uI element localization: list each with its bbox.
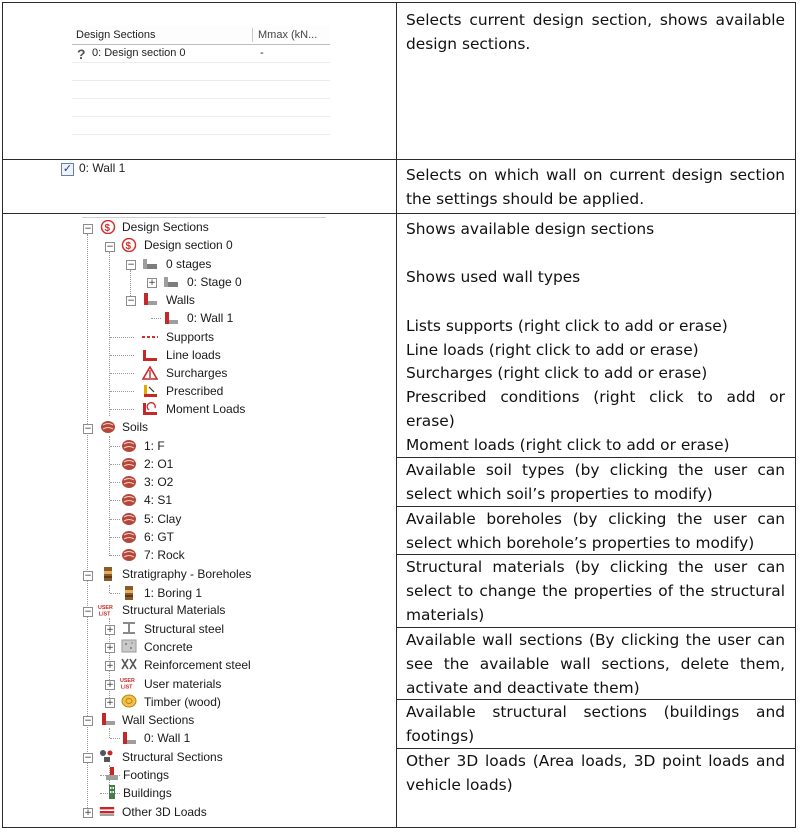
supports-icon	[142, 330, 158, 344]
desc-supports: Lists supports (right click to add or erase)	[406, 317, 728, 335]
grid-header-mmax[interactable]: Mmax (kN...	[258, 29, 318, 41]
desc-line-loads: Line loads (right click to add or erase)	[406, 341, 699, 359]
design-section-icon	[121, 238, 137, 252]
grid-row-empty	[72, 117, 330, 135]
soil-icon	[121, 457, 137, 471]
desc-design-sections: Shows available design sections	[406, 220, 655, 238]
tree-walls[interactable]: Walls	[166, 293, 195, 307]
walls-icon	[142, 292, 158, 306]
expand-toggle[interactable]: −	[106, 242, 114, 252]
tree-stage-0[interactable]: 0: Stage 0	[187, 275, 242, 289]
table-border-top	[2, 2, 796, 3]
tree-soil-item[interactable]: 4: S1	[144, 493, 173, 507]
expand-toggle[interactable]: +	[106, 643, 114, 653]
grid-row-value: -	[260, 47, 264, 59]
table-border-bottom	[2, 827, 796, 828]
concrete-icon	[121, 639, 137, 653]
borehole-icon	[100, 567, 116, 581]
grid-row[interactable]	[72, 45, 330, 63]
tree-footings[interactable]: Footings	[123, 768, 170, 782]
svg-text:LIST: LIST	[120, 684, 133, 690]
expand-toggle[interactable]: +	[148, 278, 156, 288]
tree-stratigraphy[interactable]: Stratigraphy - Boreholes	[122, 567, 252, 581]
desc-other-loads: Other 3D loads (Area loads, 3D point loads and vehicle loads)	[406, 752, 785, 794]
tree-wall-section-item[interactable]: 0: Wall 1	[144, 731, 191, 745]
user-list-icon	[120, 676, 136, 690]
structural-sections-icon	[99, 749, 115, 763]
wall-icon	[121, 731, 137, 745]
footings-icon	[104, 767, 120, 781]
grid-row-name: 0: Design section 0	[92, 47, 186, 59]
soil-icon	[121, 512, 137, 526]
tree-reinforcement-steel[interactable]: Reinforcement steel	[144, 658, 251, 672]
borehole-icon	[121, 586, 137, 600]
desc-soils: Available soil types (by clicking the user can select which soil’s properties to modify)	[406, 461, 785, 503]
row2-description: Selects on which wall on current design section the settings should be applied.	[406, 166, 785, 208]
row1-description: Selects current design section, shows available design sections.	[406, 11, 785, 53]
expand-toggle[interactable]: −	[127, 296, 135, 306]
reinforcement-icon	[121, 657, 137, 671]
svg-text:?: ?	[77, 47, 86, 60]
tree-buildings[interactable]: Buildings	[123, 786, 172, 800]
desc-prescribed: Prescribed conditions (right click to add or erase)	[406, 388, 785, 430]
table-row-divider-2	[2, 213, 796, 214]
tree-other-3d-loads[interactable]: Other 3D Loads	[122, 805, 207, 819]
tree-concrete[interactable]: Concrete	[144, 640, 193, 654]
desc-boreholes: Available boreholes (by clicking the user can select which borehole’s properties to modify)	[406, 510, 785, 552]
wall-checkbox[interactable]: ✓	[62, 163, 73, 175]
design-sections-icon	[100, 220, 116, 234]
steel-beam-icon	[121, 621, 137, 635]
tree-soils[interactable]: Soils	[122, 420, 149, 434]
soil-icon	[121, 493, 137, 507]
timber-icon	[121, 694, 137, 708]
tree-moment-loads[interactable]: Moment Loads	[166, 402, 246, 416]
expand-toggle[interactable]: −	[84, 424, 92, 434]
tree-prescribed[interactable]: Prescribed	[166, 384, 224, 398]
line-loads-icon	[142, 348, 158, 362]
svg-text:$: $	[104, 223, 111, 234]
user-list-icon	[98, 603, 114, 617]
grid-row-empty	[72, 63, 330, 81]
tree-structural-sections[interactable]: Structural Sections	[122, 750, 223, 764]
soil-icon	[121, 530, 137, 544]
tree-soil-item[interactable]: 3: O2	[144, 475, 174, 489]
design-sections-grid[interactable]	[72, 26, 330, 150]
tree-timber[interactable]: Timber (wood)	[144, 695, 221, 709]
tree-boring-1[interactable]: 1: Boring 1	[144, 586, 203, 600]
expand-toggle[interactable]: +	[106, 661, 114, 671]
desc-wall-types: Shows used wall types	[406, 268, 581, 286]
tree-wall-1[interactable]: 0: Wall 1	[187, 311, 234, 325]
expand-toggle[interactable]: +	[84, 808, 92, 818]
expand-toggle[interactable]: −	[84, 607, 92, 617]
soils-icon	[100, 420, 116, 434]
tree-design-sections[interactable]: Design Sections	[122, 220, 209, 234]
tree-supports[interactable]: Supports	[166, 330, 215, 344]
tree-soil-item[interactable]: 5: Clay	[144, 512, 182, 526]
expand-toggle[interactable]: −	[84, 753, 92, 763]
desc-structural-sections: Available structural sections (buildings and footings)	[406, 703, 785, 745]
grid-row-empty	[72, 99, 330, 117]
prescribed-icon	[142, 384, 158, 398]
desc-surcharges: Surcharges (right click to add or erase)	[406, 364, 708, 382]
wall-icon	[163, 311, 179, 325]
surcharges-icon	[142, 366, 158, 380]
expand-toggle[interactable]: −	[84, 224, 92, 234]
tree-surcharges[interactable]: Surcharges	[166, 366, 228, 380]
stage-icon	[163, 274, 179, 288]
wall-checkbox-label: 0: Wall 1	[79, 161, 126, 175]
other-loads-icon	[99, 804, 115, 818]
expand-toggle[interactable]: +	[106, 680, 114, 690]
expand-toggle[interactable]: −	[84, 571, 92, 581]
soil-icon	[121, 439, 137, 453]
tree-line-loads[interactable]: Line loads	[166, 348, 221, 362]
soil-icon	[121, 475, 137, 489]
tree-design-section-0[interactable]: Design section 0	[144, 238, 233, 252]
expand-toggle[interactable]: −	[127, 260, 135, 270]
expand-toggle[interactable]: −	[84, 716, 92, 726]
wall-sections-icon	[100, 712, 116, 726]
tree-structural-materials[interactable]: Structural Materials	[122, 603, 226, 617]
svg-text:LIST: LIST	[98, 611, 111, 617]
grid-header	[72, 26, 330, 45]
grid-header-design-sections[interactable]: Design Sections	[76, 29, 156, 41]
table-column-divider	[396, 2, 397, 828]
buildings-icon	[104, 785, 120, 799]
question-icon	[76, 47, 89, 60]
tree-soil-item[interactable]: 7: Rock	[144, 548, 185, 562]
table-row-divider-1	[2, 159, 796, 160]
tree-structural-steel[interactable]: Structural steel	[144, 622, 225, 636]
grid-row-empty	[72, 81, 330, 99]
desc-moment-loads: Moment loads (right click to add or erase)	[406, 436, 730, 454]
tree-user-materials[interactable]: User materials	[144, 677, 222, 691]
expand-toggle[interactable]: +	[106, 625, 114, 635]
tree-soil-item[interactable]: 6: GT	[144, 530, 175, 544]
expand-toggle[interactable]: +	[106, 698, 114, 708]
tree-wall-sections[interactable]: Wall Sections	[122, 713, 195, 727]
tree-stages[interactable]: 0 stages	[166, 257, 212, 271]
svg-text:USER: USER	[120, 678, 135, 685]
moment-loads-icon	[142, 402, 158, 416]
soil-icon	[121, 548, 137, 562]
table-border-left	[2, 2, 3, 828]
svg-text:USER: USER	[98, 605, 113, 612]
svg-text:$: $	[125, 241, 132, 252]
stages-icon	[142, 256, 158, 270]
desc-wall-sections: Available wall sections (By clicking the user can see the available wall sections, delete them, activate and deactivate them)	[406, 631, 785, 697]
desc-materials: Structural materials (by clicking the user can select to change the properties of the structural materials)	[406, 558, 785, 624]
table-border-right	[795, 2, 796, 828]
tree-soil-item[interactable]: 1: F	[144, 439, 165, 453]
tree-soil-item[interactable]: 2: O1	[144, 457, 174, 471]
